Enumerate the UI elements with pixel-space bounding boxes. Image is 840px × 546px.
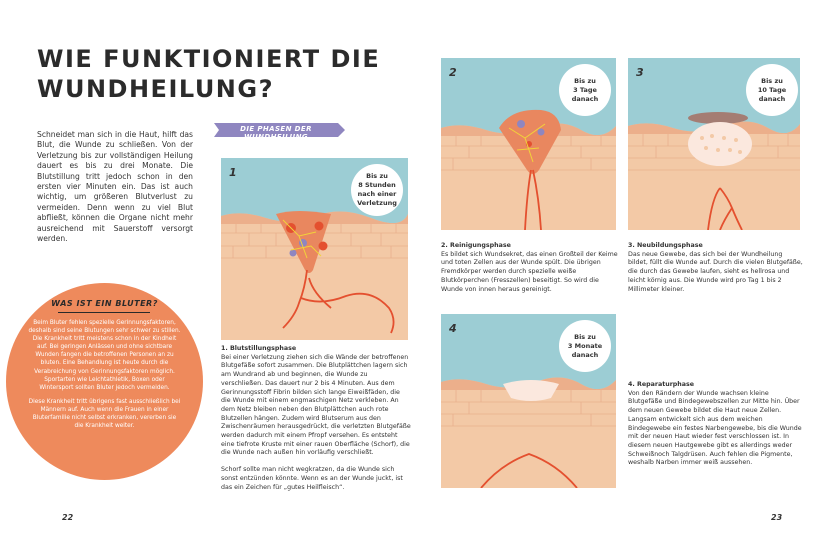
panel-3-time-label: Bis zu 10 Tage danach: [757, 76, 787, 103]
panel-4-time-label: Bis zu 3 Monate danach: [567, 332, 603, 359]
panel-1-time-bubble: [351, 164, 403, 216]
page-number-right: 23: [771, 513, 783, 522]
panel-4-number: 4: [449, 322, 457, 335]
panel-1-number: 1: [229, 166, 237, 179]
page-title: [37, 44, 380, 104]
illustration-panel-4: [441, 314, 616, 488]
panel-2-time-label: Bis zu 3 Tage danach: [571, 76, 599, 103]
phase-tag-label: DIE PHASEN DER WUNDHEILUNG: [240, 125, 312, 141]
caption-4-title: 4. Reparaturphase: [628, 381, 695, 388]
caption-3-title: 3. Neubildungsphase: [628, 242, 703, 249]
caption-3: [628, 242, 804, 302]
caption-3-text: Das neue Gewebe, das sich bei der Wundheilung bildet, füllt die Wunde auf. Durch die vielen Blutgefäße, die durch das Gewebe laufen, sieht es hellrosa und leicht körnig aus. Die Wunde wird pro Tag 1 bis 2 Millimeter kleiner.: [628, 250, 803, 293]
bluter-title: WAS IST EIN BLUTER?: [51, 299, 158, 308]
bluter-text: [28, 319, 181, 436]
bluter-info-circle: [6, 283, 203, 480]
caption-1-paragraph-1: Bei einer Verletzung ziehen sich die Wände der betroffenen Blutgefäße sofort zusammen. Die Blutplättchen lagern sich am Wundrand ab und beginnen, die Wunde zu verschließen. Das dauert nur 2 bis 4 Minuten. Aus dem Gerinnungsstoff Fibrin bilden sich lange Eiweißfäden, die die Wunde mit einem engmaschigen Netz verkleben. An dem Netz bleiben neben den Blutplättchen auch rote Blutzellen hängen. Zudem wird Blutserum aus den Zwischenräumen herausgedrückt, die verletzten Blutgefäße werden dadurch mit einem Pfropf versehen. Es entsteht eine tiefrote Kruste mit einer rauen Oberfläche (Schorf), die die Wunde nach außen hin vorläufig verschließt.: [221, 353, 411, 457]
illustration-panel-3: [628, 58, 800, 230]
title-line-1: WIE FUNKTIONIERT DIE: [37, 45, 381, 73]
panel-3-time-bubble: [746, 64, 798, 116]
caption-1: [221, 345, 411, 500]
panel-4-time-bubble: [559, 320, 611, 372]
caption-1-paragraph-2: Schorf sollte man nicht wegkratzen, da die Wunde sich sonst entzünden könnte. Wenn es an der Wunde juckt, ist das ein Zeichen für „gutes Heilfleisch“.: [221, 466, 403, 491]
panel-2-number: 2: [449, 66, 457, 79]
bluter-paragraph-1: Beim Bluter fehlen spezielle Gerinnungsfaktoren, deshalb sind seine Blutungen sehr schwer zu stillen. Die Krankheit tritt meistens schon in der Kindheit auf. Bei geringen Anlässen und ohne sichtbare Wunden fangen die betroffenen Personen an zu bluten. Eine Behandlung ist heute durch die Verabreichung von Gerinnungsfaktoren möglich. Sportarten wie Leichtathletik, Boxen oder Wintersport sollten Bluter jedoch vermeiden.: [28, 320, 181, 391]
intro-text: Schneidet man sich in die Haut, hilft das Blut, die Wunde zu schließen. Von der Verletzung bis zur vollständigen Heilung dauert es bis zu drei Monate. Die Blutstillung tritt jedoch schon in den ersten vier Minuten ein. Das ist auch wichtig, um größeren Blutverlust zu vermeiden. Denn wenn zu viel Blut abfließt, können die Organe nicht mehr ausreichend mit Sauerstoff versorgt werden.: [37, 130, 193, 244]
illustration-panel-2: [441, 58, 616, 230]
caption-2-title: 2. Reinigungsphase: [441, 242, 511, 249]
caption-4-text: Von den Rändern der Wunde wachsen kleine Blutgefäße und Bindegewebszellen zur Mitte hin. Über dem neuen Gewebe bildet die Haut neue Zellen. Langsam entwickelt sich aus dem weichen Bindegewebe ein festes Narbengewebe, bis die Wunde mit der neuen Haut wieder fest verschlossen ist. In diesem neuen Hautgewebe gibt es allerdings weder Schweißnoch Talgdrüsen. Auch fehlen die Pigmente, weshalb Narben immer weiß aussehen.: [628, 389, 802, 467]
illustration-panel-1: [221, 158, 408, 340]
page-number-left: 22: [62, 513, 74, 522]
bluter-title-underline: [58, 312, 150, 313]
phase-tag: [214, 123, 344, 141]
caption-1-title: 1. Blutstillungsphase: [221, 345, 297, 352]
caption-4: [628, 381, 804, 476]
title-line-2: WUNDHEILUNG?: [37, 75, 275, 103]
panel-3-number: 3: [636, 66, 644, 79]
caption-2-text: Es bildet sich Wundsekret, das einen Großteil der Keime und toten Zellen aus der Wunde spült. Die übrigen Fremdkörper werden durch spezielle weiße Blutkörperchen (Fresszellen) beseitigt. So wird die Wunde von innen heraus gereinigt.: [441, 250, 618, 293]
bluter-paragraph-2: Diese Krankheit tritt übrigens fast ausschließlich bei Männern auf. Auch wenn die Frauen in einer Bluterfamilie nicht selbst erkranken, vererben sie die Krankheit weiter.: [28, 398, 181, 430]
panel-2-time-bubble: [559, 64, 611, 116]
caption-2: [441, 242, 619, 302]
panel-1-time-label: Bis zu 8 Stunden nach einer Verletzung: [357, 172, 397, 207]
